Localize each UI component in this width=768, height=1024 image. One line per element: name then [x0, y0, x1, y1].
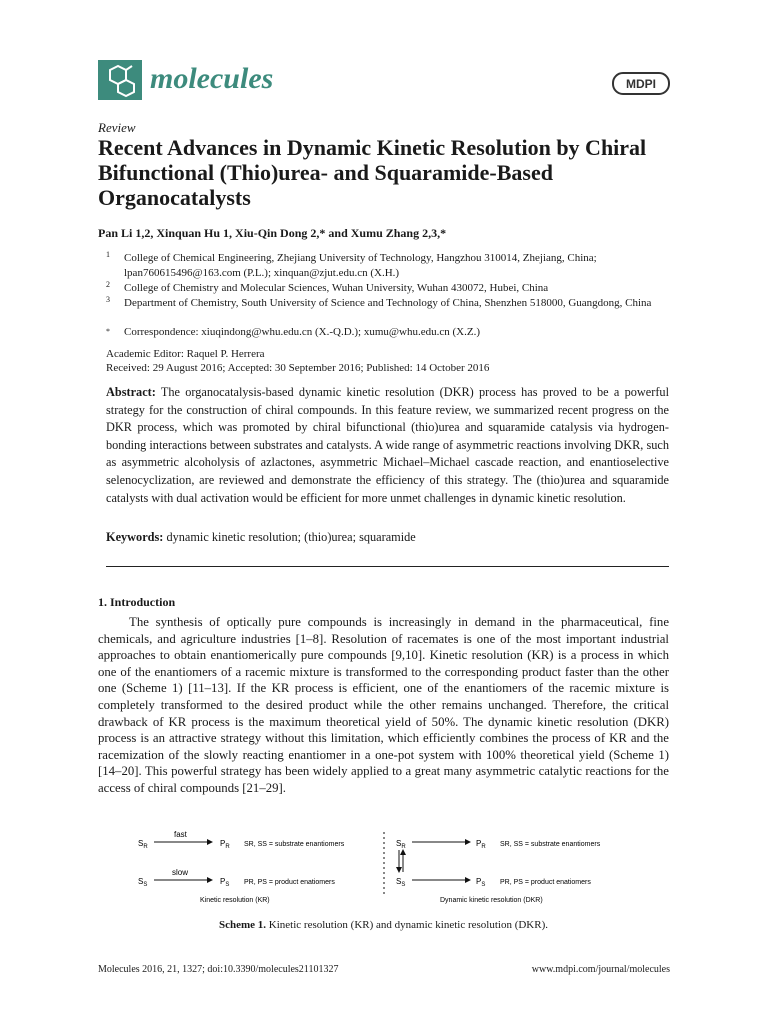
affiliation-1: 1 College of Chemical Engineering, Zhejiang University of Technology, Hangzhou 310014, Zhejiang, China; lpan760615496@163.com (P.L.); xinquan@zjut.edu.cn (X.H.) — [106, 250, 597, 279]
abstract-text: The organocatalysis-based dynamic kinetic resolution (DKR) process has proved to be a powerful strategy for the construction of chiral compounds. In this feature review, we summarized recent progress on the DKR process, which was promoted by chiral bifunctional (thio)urea and squaramide catalysis via hydrogen-bonding interactions between substrates and catalysts. A wide range of asymmetric reactions involving DKR, such as asymmetric alcoholysis of azlactones, asymmetric Michael–Michael cascade reaction, and enantioselective selenocyclization, are reviewed and demonstrate the efficiency of this strategy. The (thio)urea and squaramide catalysts with dual activation would be efficient for more unmet challenges in dynamic kinetic resolution. — [106, 385, 669, 505]
kr-fast-label: fast — [174, 830, 187, 839]
mdpi-logo — [612, 70, 670, 96]
dkr-caption: Dynamic kinetic resolution (DKR) — [440, 897, 543, 904]
author-list: Pan Li 1,2, Xinquan Hu 1, Xiu-Qin Dong 2,* and Xumu Zhang 2,3,* — [98, 226, 447, 240]
keywords-text: dynamic kinetic resolution; (thio)urea; squaramide — [166, 530, 416, 544]
dkr-ss: $S_S$ — [396, 877, 406, 888]
dkr-pr: $P_R$ — [476, 839, 486, 850]
article-type: Review — [98, 120, 136, 135]
kr-ss: $S_S$ — [138, 877, 148, 888]
abstract — [106, 384, 669, 507]
kr-pr: $P_R$ — [220, 839, 230, 850]
dkr-product-legend: PR, PS = product enatiomers — [500, 879, 591, 886]
divider — [106, 566, 669, 567]
academic-editor: Academic Editor: Raquel P. Herrera — [106, 348, 265, 360]
section-heading: 1. Introduction — [98, 595, 176, 609]
journal-name: molecules — [150, 62, 274, 95]
keywords — [106, 530, 416, 545]
article-title: Recent Advances in Dynamic Kinetic Resolution by Chiral Bifunctional (Thio)urea- and Squaramide-Based Organocatalysts — [98, 135, 647, 210]
dates: Received: 29 August 2016; Accepted: 30 September 2016; Published: 14 October 2016 — [106, 362, 490, 374]
dkr-substrate-legend: SR, SS = substrate enantiomers — [500, 841, 601, 848]
kr-ps: $P_S$ — [220, 877, 230, 888]
svg-text:MDPI: MDPI — [626, 77, 656, 91]
footer-citation: Molecules 2016, 21, 1327; doi:10.3390/molecules21101327 — [98, 964, 339, 975]
scheme-1 — [128, 826, 648, 910]
caption-label: Scheme 1. — [218, 919, 267, 931]
caption-text: Kinetic resolution (KR) and dynamic kinetic resolution (DKR). — [268, 919, 548, 931]
kr-slow-label: slow — [172, 868, 189, 877]
journal-logo-icon — [98, 60, 142, 100]
kr-caption: Kinetic resolution (KR) — [200, 897, 270, 904]
dkr-sr: $S_R$ — [396, 839, 406, 850]
kr-substrate-legend: SR, SS = substrate enantiomers — [244, 841, 345, 848]
footer-url[interactable]: www.mdpi.com/journal/molecules — [531, 964, 670, 975]
abstract-label: Abstract: — [106, 385, 156, 399]
intro-paragraph: The synthesis of optically pure compounds is increasingly in demand in the pharmaceutical, fine chemicals, and agriculture industries [1–8]. Resolution of racemates is one of the most important industrial approaches to obtain enantiomerically pure compounds [9,10]. Kinetic resolution (KR) is a process in which one of the enantiomers of a racemic mixture is transformed to the corresponding product faster than the other one (Scheme 1) [11–13]. If the KR process is efficient, one of the enantiomers of the racemic mixture is completely transformed to the desired product while the other remains unchanged. Therefore, the critical drawback of KR process is the maximum theoretical yield of 50%. The dynamic kinetic resolution (DKR) process is an attractive strategy without this limitation, which efficiently combines the process of KR and the racemization of the slowly reacting enantiomer in a one-pot system with 100% theoretical yield (Scheme 1) [14–20]. This powerful strategy has been widely applied to a great many asymmetric catalytic reactions for the access of chiral compounds [21–29]. — [98, 615, 669, 795]
keywords-label: Keywords: — [106, 530, 164, 544]
dkr-ps: $P_S$ — [476, 877, 486, 888]
affiliation-2: 2 College of Chemistry and Molecular Sciences, Wuhan University, Wuhan 430072, Hubei, China — [106, 280, 549, 294]
kr-sr: $S_R$ — [138, 839, 148, 850]
correspondence: * Correspondence: xiuqindong@whu.edu.cn (X.-Q.D.); xumu@whu.edu.cn (X.Z.) — [106, 326, 480, 338]
scheme-caption — [98, 919, 669, 931]
affiliation-3: 3 Department of Chemistry, South University of Science and Technology of China, Shenzhen 518000, Guangdong, China — [106, 295, 652, 309]
kr-product-legend: PR, PS = product enatiomers — [244, 879, 335, 886]
